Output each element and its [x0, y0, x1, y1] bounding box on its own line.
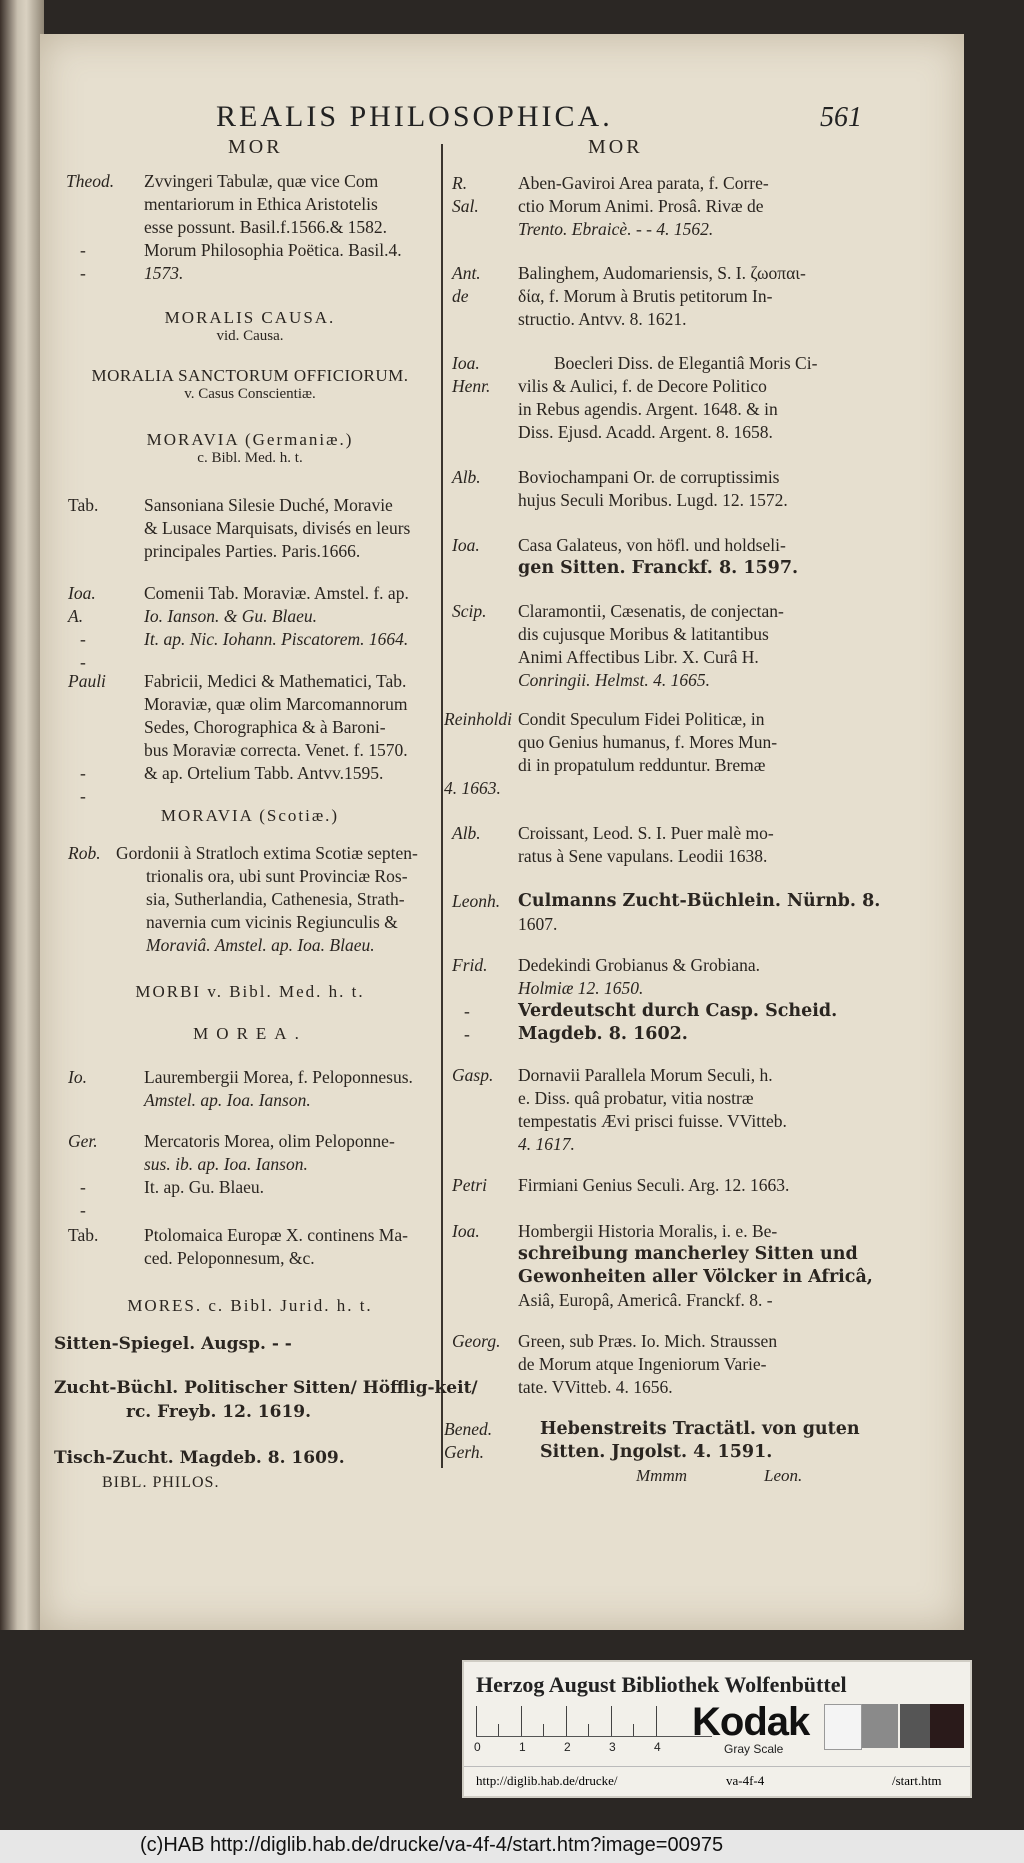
ruler-scale: [476, 1706, 712, 1737]
section-morea: MOREA.: [193, 1024, 307, 1043]
section-moravia-germaniae: MORAVIA (Germaniæ.) c. Bibl. Med. h. t.: [146, 430, 354, 466]
column-divider: [441, 144, 443, 1468]
library-color-card: [462, 1660, 972, 1798]
card-url-bar: [464, 1766, 970, 1795]
signature-mark-right: Mmmm: [636, 1466, 687, 1485]
right-column-head: MOR: [588, 136, 643, 158]
section-morbi: MORBI v. Bibl. Med. h. t.: [135, 982, 365, 1001]
left-column-head: MOR: [228, 136, 283, 158]
card-url-right: /start.htm: [892, 1773, 942, 1788]
section-moralis-causa: MORALIS CAUSA. vid. Causa.: [164, 308, 336, 344]
gothic-line-2b: rc. Freyb. 12. 1619.: [126, 1402, 312, 1422]
scale-number-2: 2: [564, 1740, 571, 1754]
gothic-line-3: Tisch-Zucht. Magdeb. 8. 1609.: [54, 1448, 345, 1468]
scale-number-4: 4: [654, 1740, 661, 1754]
gray-swatch-mid: [862, 1704, 898, 1748]
scale-number-1: 1: [519, 1740, 526, 1754]
gray-swatch-black: [930, 1704, 964, 1748]
gray-scale-label: Gray Scale: [724, 1742, 784, 1756]
library-name: Herzog August Bibliothek Wolfenbüttel: [476, 1672, 847, 1697]
scale-number-3: 3: [609, 1740, 616, 1754]
gothic-line-1: Sitten-Spiegel. Augsp. - -: [54, 1334, 292, 1354]
kodak-logo: Kodak: [692, 1700, 810, 1744]
gray-swatch-white: [824, 1704, 862, 1750]
scale-number-0: 0: [474, 1740, 481, 1754]
footer-text: (c)HAB http://diglib.hab.de/drucke/va-4f-4/start.htm?image=00975: [140, 1834, 724, 1856]
binding-edge: [0, 0, 44, 1630]
book-page: REALIS PHILOSOPHICA. 561 MOR MOR Theod. Zvvingeri Tabulæ, quæ vice Com mentariorum in Ethica Aristotelis esse possunt. Basil.f.1566.& 1582. - - Morum Philosophia Poëtica. Basil.4. 1573. MORALIS CAUSA. vid. Causa. MORALIA SANCTORUM OFFICIORUM. v. Casus Conscientiæ. MORAVIA (Germaniæ.) c. Bibl. Med. h. t. Tab. Sansoniana Silesie Duché, Moravie & Lusace Marquisats, divisés en leurs principales Parties. Paris.1666. Ioa. A. Comenii Tab. Moraviæ. Amstel. f. ap. Io. Ianson. & Gu. Blaeu. - - It. ap. Nic. Iohann. Piscatorem. 1664. Pauli Fabricii, Medici & Mathematici, Tab. Moraviæ, quæ olim Marcomannorum Sedes, Chorographica & à Baroni- bus Moraviæ correcta. Venet. f. 1570. - - & ap. Ortelium Tabb. Antvv.1595. MORAVIA (Scotiæ.) Rob. Gordonii à Stratloch extima Scotiæ septen- trionalis ora, ubi sunt Provinciæ Ros- sia, Sutherlandia, Cathenesia, Strath- navernia cum vicinis Regiunculis & Moraviâ. Amstel. ap. Ioa. Blaeu. MORBI v. Bibl. Med. h. t. MOREA. Io. Laurembergii Morea, f. Peloponnesus. Amstel. ap. Ioa. Ianson. Ger. Mercatoris Morea, olim Peloponne- sus. ib. ap. Ioa. Ianson. - - It. ap. Gu. Blaeu. Tab. Ptolomaica Europæ X. continens Ma- ced. Peloponnesum, &c. MORES. c. Bibl. Jurid. h. t. Sitten-Spiegel. Augsp. - - Zucht-Büchl. Politischer Sitten/ Höfflig-keit/ rc. Freyb. 12. 1619. Tisch-Zucht. Magdeb. 8. 1609. BIBL. PHILOS. R. Sal. Aben-Gaviroi Area parata, f. Corre- ctio Morum Animi. Prosâ. Rivæ de Trento. Ebraicè. - - 4. 1562. Ant. de Balinghem, Audomariensis, S. I. ζωοπαι- δία, f. Morum à Brutis petitorum In- structio. Antvv. 8. 1621. Ioa. Henr. Boecleri Diss. de Elegantiâ Moris Ci- vilis & Aulici, f. de Decore Politico in Rebus agendis. Argent. 1648. & in Diss. Ejusd. Acadd. Argent. 8. 1658. Alb. Boviochampani Or. de corruptissimis hujus Seculi Moribus. Lugd. 12. 1572. Ioa. Casa Galateus, von höfl. und holdseli- gen Sitten. Franckf. 8. 1597. Scip. Claramontii, Cæsenatis, de conjectan- dis cujusque Moribus & latitantibus Animi Affectibus Libr. X. Curâ H. Conringii. Helmst. 4. 1665. Reinholdi Condit Speculum Fidei Politicæ, in quo Genius humanus, f. Mores Mun- di in propatulum redduntur. Bremæ 4. 1663. Alb. Croissant, Leod. S. I. Puer malè mo- ratus à Sene vapulans. Leodii 1638. Leonh. Culmanns Zucht-Büchlein. Nürnb. 8. 1607. Frid. Dedekindi Grobianus & Grobiana. Holmiæ 12. 1650. - - Verdeutscht durch Casp. Scheid. Magdeb. 8. 1602. Gasp. Dornavii Parallela Morum Seculi, h. e. Diss. quâ probatur, vitia nostræ tempestatis Ævi prisci fuisse. VVitteb. 4. 1617. Petri Firmiani Genius Seculi. Arg. 12. 1663. Ioa. Hombergii Historia Moralis, i. e. Be- schreibung mancherley Sitten und Gewonheiten aller Völcker in Africâ, Asiâ, Europâ, Americâ. Franckf. 8. - Georg. Green, sub Præs. Io. Mich. Straussen de Morum atque Ingeniorum Varie- tate. VVitteb. 4. 1656. Bened. Gerh. Hebenstreits Tractätl. von guten Sitten. Jngolst. 4. 1591. Mmmm Leon.: [40, 34, 964, 1630]
card-url-left: http://diglib.hab.de/drucke/: [476, 1773, 618, 1788]
copyright-footer: [0, 1830, 1024, 1863]
card-url-mid: va-4f-4: [726, 1773, 765, 1788]
page-header-title: REALIS PHILOSOPHICA.: [216, 100, 613, 133]
signature-mark: BIBL. PHILOS.: [102, 1474, 220, 1491]
section-moralia-sanctorum: MORALIA SANCTORUM OFFICIORUM. v. Casus Conscientiæ.: [91, 366, 409, 402]
gothic-line-2a: Zucht-Büchl. Politischer Sitten/ Höfflig-keit/: [54, 1378, 478, 1398]
section-moravia-scotiae: MORAVIA (Scotiæ.): [160, 806, 340, 825]
catchword: Leon.: [764, 1466, 803, 1485]
page-number: 561: [820, 102, 862, 133]
section-mores: MORES. c. Bibl. Jurid. h. t.: [127, 1296, 373, 1315]
